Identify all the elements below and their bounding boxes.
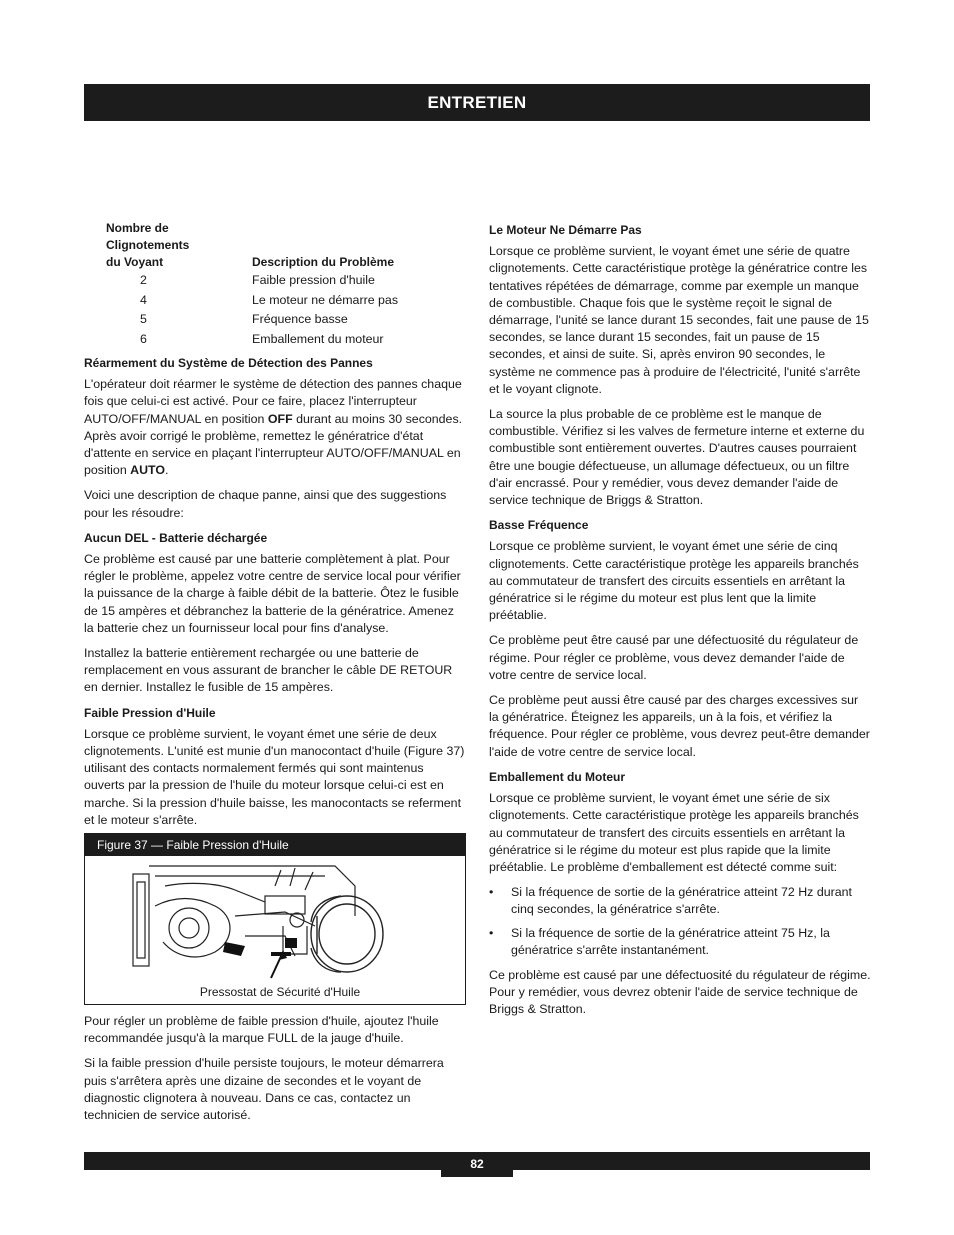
- table-header: [106, 220, 466, 271]
- overspeed-bullets: [489, 884, 871, 959]
- battery-heading: Aucun DEL - Batterie déchargée: [84, 530, 268, 545]
- table-row: 4 Le moteur ne démarre pas: [140, 292, 399, 307]
- right-column: [489, 220, 871, 1027]
- battery-paragraph: Ce problème est causé par une batterie complètement à plat. Pour régler le problème, appelez votre centre de service local pour vérifier la puissance de la charge à faible débit de la batterie. Ôtez le fusible de 15 ampères et débranchez la batterie de la génératrice. Amenez la batterie chez un fournisseur local pour fins d'analyse.: [84, 552, 461, 635]
- figure-illustration: [85, 856, 465, 1004]
- overspeed-paragraph: Lorsque ce problème survient, le voyant émet une série de six clignotements. Cette caractéristique protège les appareils branchés au commutateur de transfert des circuits essentiels en arrêtant la génératrice si le régime du moteur est plus rapide que la limite préétablie. Le problème d'emballement est détecté comme suit:: [489, 791, 859, 874]
- nostart-paragraph-2: La source la plus probable de ce problème est le manque de combustible. Vérifiez si les valves de fermeture interne et externe du combustible sont entièrement ouvertes. D'autres causes pourraient être une bougie défectueuse, un allumage défectueux, ou un filtre d'air encrassé. Pour y remédier, vous devez demander l'aide de service technique de Briggs & Stratton.: [489, 407, 865, 508]
- oil-paragraph: Lorsque ce problème survient, le voyant émet une série de deux clignotements. L'unité est munie d'un manocontact d'huile (Figure 37) utilisant des contacts normalement fermés qui sont maintenus ouverts par la pression de l'huile du moteur lorsque celui-ci est en marche. Si la pression d'huile baisse, les manocontacts se referment et le moteur s'arrête.: [84, 726, 465, 827]
- section-title: ENTRETIEN: [427, 92, 527, 112]
- lowfreq-heading: Basse Fréquence: [489, 518, 589, 533]
- lowfreq-paragraph: Lorsque ce problème survient, le voyant émet une série de cinq clignotements. Cette caractéristique protège les appareils branchés au commutateur de transfert des circuits essentiels en arrêtant la génératrice si le régime du moteur est plus lent que la limite préétablie.: [489, 539, 859, 623]
- overspeed-paragraph-2: Ce problème est causé par une défectuosité du régulateur de régime. Pour y remédier, vous devrez obtenir l'aide de service technique de Briggs & Stratton.: [489, 967, 871, 1017]
- page-number: 82: [441, 1152, 513, 1177]
- oil-paragraph-3: Si la faible pression d'huile persiste toujours, le moteur démarrera puis s'arrêtera après une dizaine de secondes et le voyant de diagnostic clignotera à nouveau. Dans ce cas, contactez un technicien de service autorisé.: [84, 1056, 444, 1123]
- reset-heading: Réarmement du Système de Détection des Pannes: [84, 356, 373, 370]
- oil-paragraph-2: Pour régler un problème de faible pression d'huile, ajoutez l'huile recommandée jusqu'à la marque FULL de la jauge d'huile.: [84, 1014, 439, 1046]
- nostart-paragraph: Lorsque ce problème survient, le voyant émet une série de quatre clignotements. Cette caractéristique protège la génératrice contre les tentatives répétées de démarrage, comme par exemple un manque de combustible. Chaque fois que le système reçoit le signal de démarrage, l'unité se lance durant 15 secondes, fait une pause de 15 secondes, se lance durant 15 secondes, fait un pause de 15 secondes, et ainsi de suite. Si, après environ 90 secondes, le système ne commence pas à produire de l'électricité, l'unité s'arrête et le voyant clignote.: [489, 244, 869, 396]
- figure-caption: Pressostat de Sécurité d'Huile: [199, 985, 361, 1000]
- table-row: 2 Faible pression d'huile: [140, 273, 375, 287]
- nostart-heading: Le Moteur Ne Démarre Pas: [489, 223, 642, 237]
- engine-illustration: [85, 856, 465, 1004]
- header-description: Description du Problème: [252, 255, 395, 269]
- reset-paragraph-2: Voici une description de chaque panne, ainsi que des suggestions pour les résoudre:: [84, 488, 447, 520]
- section-header: [84, 84, 870, 121]
- header-flash-count: Nombre de Clignotements du Voyant: [106, 221, 190, 269]
- list-item: • Si la fréquence de sortie de la génératrice atteint 75 Hz, la génératrice s'arrête instantanément.: [489, 925, 871, 959]
- flash-code-table: [106, 220, 466, 349]
- lowfreq-paragraph-2: Ce problème peut être causé par une défectuosité du régulateur de régime. Pour régler ce problème, vous devez demander l'aide de votre centre de service local.: [489, 633, 859, 682]
- battery-paragraph-2: Installez la batterie entièrement rechargée ou une batterie de remplacement en vous assurant de brancher le câble DE RETOUR en dernier. Installez le fusible de 15 ampères.: [84, 646, 453, 695]
- lowfreq-paragraph-3: Ce problème peut aussi être causé par des charges excessives sur la génératrice. Éteignez les appareils, un à la fois, et vérifiez la fréquence. Pour régler ce problème, vous devrez peut-être demander l'aide de votre centre de service local.: [489, 693, 870, 759]
- oil-heading: Faible Pression d'Huile: [84, 705, 216, 720]
- table-row: 6 Emballement du moteur: [140, 331, 384, 346]
- figure-title: Figure 37 — Faible Pression d'Huile: [85, 834, 465, 856]
- table-row: 5 Fréquence basse: [140, 312, 348, 326]
- left-column: [84, 220, 466, 1132]
- list-item: • Si la fréquence de sortie de la génératrice atteint 72 Hz durant cinq secondes, la génératrice s'arrête.: [489, 884, 871, 918]
- reset-paragraph: L'opérateur doit réarmer le système de détection des pannes chaque fois que celui-ci est activé. Pour ce faire, placez l'interrupteur AUTO/OFF/MANUAL en position OFF durant au moins 30 secondes. Après avoir corrigé le problème, remettez le génératrice d'état d'attente en service en plaçant l'interrupteur AUTO/OFF/MANUAL en position AUTO.: [84, 377, 463, 478]
- overspeed-heading: Emballement du Moteur: [489, 769, 626, 784]
- figure-37: [84, 833, 466, 1005]
